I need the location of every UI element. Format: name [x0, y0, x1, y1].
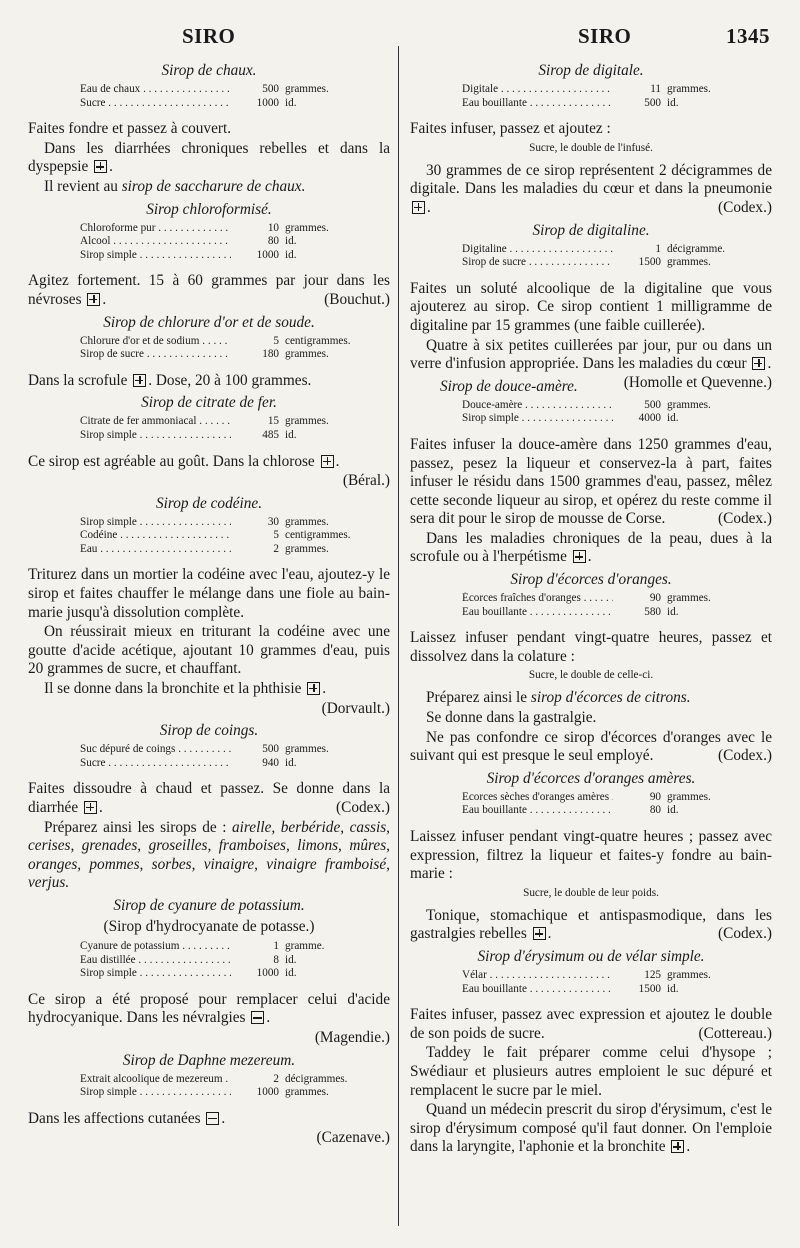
ingredient-list — [80, 516, 365, 557]
paragraph-text: 30 grammes de ce sirop représentent 2 décigrammes de digitale. Dans les maladies du cœur et dans la pneumonie — [410, 161, 772, 198]
plus-in-box-icon — [533, 927, 546, 940]
paragraph: Laissez infuser pendant vingt-quatre heures ; passez avec expression, filtrez la liqueur et faites-y fondre au bain-marie : — [410, 828, 772, 883]
ingredient-unit: grammes. — [667, 256, 711, 269]
ingredient-row — [462, 83, 747, 97]
source-citation: (Dorvault.) — [321, 699, 390, 717]
ingredient-row — [80, 222, 365, 236]
ingredient-name: Sirop de sucre . . . — [80, 348, 231, 362]
plus-in-box-icon — [412, 201, 425, 214]
ingredient-name: Douce-amère . . . — [462, 399, 613, 413]
ingredient-unit: centigrammes. — [285, 334, 351, 347]
page-number: 1345 — [726, 24, 770, 48]
ingredient-row — [80, 235, 365, 249]
ingredient-list — [80, 743, 365, 770]
entry-title: Sirop de Daphne mezereum. — [122, 1051, 296, 1069]
entry-title: Sirop d'érysimum ou de vélar simple. — [477, 947, 705, 965]
ingredient-quantity: 1500 — [638, 256, 661, 269]
ingredient-quantity: 90 — [649, 592, 661, 605]
paragraph: Triturez dans un mortier la codéine avec l'eau, ajoutez-y le sirop et faites chauffer le mélange dans une fiole au bain-marie jusqu'à dissolution complète. — [28, 566, 390, 621]
ingredient-list — [80, 222, 365, 263]
paragraph: Dans les diarrhées chroniques rebelles et dans la dyspepsie . — [28, 139, 390, 176]
ingredient-quantity: 125 — [644, 968, 661, 981]
ingredient-name: Sirop de sucre . . . — [462, 256, 613, 270]
cross-reference: sirop d'écorces de citrons. — [530, 689, 691, 707]
ingredient-quantity: 10 — [267, 221, 279, 234]
ingredient-name: Chloroforme pur . . . — [80, 222, 231, 236]
ingredient-name: Eau bouillante . . . — [462, 983, 613, 997]
ingredient-name: Eau bouillante . . . — [462, 606, 613, 620]
paragraph-text: Ce sirop est agréable au goût. Dans la chlorose — [28, 452, 315, 470]
ingredient-quantity: 2 — [273, 542, 279, 555]
entry-subtitle: (Sirop d'hydrocyanate de potasse.) — [103, 917, 315, 935]
paragraph: Laissez infuser pendant vingt-quatre heures, passez et dissolvez dans la colature : — [410, 629, 772, 665]
ingredient-unit: grammes. — [285, 542, 329, 555]
paragraph-text: Dans les maladies chroniques de la peau, dues à la scrofule ou à l'herpétisme — [410, 529, 772, 566]
ingredient-row — [80, 249, 365, 263]
paragraph: Ce sirop est agréable au goût. Dans la chlorose . — [28, 452, 340, 470]
ingredient-unit: id. — [285, 96, 297, 109]
plus-in-box-icon — [671, 1140, 684, 1153]
ingredient-quantity: 80 — [649, 804, 661, 817]
plus-in-box-icon — [133, 374, 146, 387]
ingredient-row — [462, 399, 747, 413]
source-citation: (Codex.) — [718, 510, 772, 528]
ingredient-name: Suc dépuré de coings . . . — [80, 743, 231, 757]
paragraph-text: Il revient au — [44, 177, 122, 195]
ingredient-unit: id. — [285, 967, 297, 980]
ingredient-name: Écorces fraîches d'oranges . . . — [462, 592, 613, 606]
ingredient-row — [80, 335, 365, 349]
ingredient-quantity: 1000 — [256, 967, 279, 980]
ingredient-name: Ecorces sèches d'oranges amères . . . — [462, 791, 613, 805]
ingredient-row — [80, 743, 365, 757]
ingredient-unit: centigrammes. — [285, 529, 351, 542]
source-citation: (Cottereau.) — [698, 1024, 772, 1042]
paragraph: Quatre à six petites cuillerées par jour, pur ou dans un verre d'infusion appropriée. Dans les maladies du cœur . (Homolle et Quevenne.) — [410, 336, 772, 391]
ingredient-list — [80, 1073, 365, 1100]
ingredient-name: Sirop simple . . . — [80, 516, 231, 530]
plus-in-box-icon — [87, 293, 100, 306]
entry-title: Sirop chloroformisé. — [146, 200, 272, 218]
paragraph: 30 grammes de ce sirop représentent 2 décigrammes de digitale. Dans les maladies du cœur et dans la pneumonie . (Codex.) — [410, 161, 772, 216]
recipe-note: Sucre, le double de celle-ci. — [528, 669, 654, 682]
ingredient-unit: id. — [285, 428, 297, 441]
entry-title: Sirop de citrate de fer. — [141, 394, 277, 412]
ingredient-name: Eau bouillante . . . — [462, 804, 613, 818]
ingredient-quantity: 1000 — [256, 1086, 279, 1099]
paragraph: Faites fondre et passez à couvert. — [28, 120, 232, 138]
paragraph: Quand un médecin prescrit du sirop d'érysimum, c'est le sirop d'érysimum composé qu'il faut donner. On l'emploie dans la laryngite, l'aphonie et la bronchite . — [410, 1101, 772, 1156]
source-citation: (Cazenave.) — [316, 1129, 390, 1147]
ingredient-quantity: 1 — [273, 939, 279, 952]
paragraph: Dans les maladies chroniques de la peau, dues à la scrofule ou à l'herpétisme . — [410, 529, 772, 566]
ingredient-row — [80, 967, 365, 981]
source-citation: (Bouchut.) — [324, 290, 390, 308]
paragraph — [28, 372, 390, 391]
ingredient-list — [80, 335, 365, 362]
paragraph-text: Dans les diarrhées chroniques rebelles et dans la dyspepsie — [28, 139, 390, 176]
ingredient-name: Eau . . . — [80, 543, 231, 557]
paragraph: Ce sirop a été proposé pour remplacer celui d'acide hydrocyanique. Dans les névralgies . — [28, 990, 390, 1027]
paragraph-text: Préparez ainsi les sirops de : — [44, 818, 233, 836]
paragraph-text: Préparez ainsi le — [426, 689, 531, 707]
ingredient-quantity: 1500 — [638, 982, 661, 995]
ingredient-unit: grammes. — [285, 83, 329, 95]
minus-in-box-icon — [206, 1112, 219, 1125]
ingredient-list — [462, 399, 747, 426]
ingredient-row — [462, 804, 747, 818]
ingredient-quantity: 90 — [649, 790, 661, 803]
source-citation: (Homolle et Quevenne.) — [623, 373, 772, 391]
paragraph — [410, 689, 772, 708]
ingredient-row — [80, 954, 365, 968]
ingredient-quantity: 11 — [650, 83, 661, 95]
paragraph-text: Quand un médecin prescrit du sirop d'érysimum, c'est le sirop d'érysimum composé qu'il faut donner. On l'emploie dans la laryngite, l'aphonie et la bronchite — [410, 1101, 772, 1156]
ingredient-name: Eau bouillante . . . — [462, 97, 613, 111]
right-column — [410, 58, 772, 1157]
ingredient-row — [80, 348, 365, 362]
ingredient-row — [80, 543, 365, 557]
paragraph-text: . Dose, 20 à 100 grammes. — [148, 371, 312, 389]
recipe-note: Sucre, le double de leur poids. — [523, 886, 659, 899]
ingredient-unit: grammes. — [285, 1086, 329, 1099]
minus-in-box-icon — [251, 1011, 264, 1024]
ingredient-name: Citrate de fer ammoniacal . . . — [80, 415, 231, 429]
ingredient-name: Sirop simple . . . — [80, 429, 231, 443]
ingredient-quantity: 5 — [273, 529, 279, 542]
plus-in-box-icon — [84, 801, 97, 814]
paragraph: Faites un soluté alcoolique de la digitaline que vous ajouterez au sirop. Ce sirop contient 1 milligramme de digitaline par 15 grammes (une faible cuillerée). — [410, 279, 772, 334]
entry-title: Sirop de digitaline. — [532, 221, 650, 239]
ingredient-row — [80, 83, 365, 97]
ingredient-unit: id. — [667, 605, 679, 618]
ingredient-unit: grammes. — [667, 592, 711, 605]
ingredient-unit: id. — [285, 248, 297, 261]
ingredient-name: Sirop simple . . . — [80, 967, 231, 981]
plus-in-box-icon — [321, 455, 334, 468]
left-column — [28, 58, 390, 1148]
ingredient-row — [462, 983, 747, 997]
paragraph: Il se donne dans la bronchite et la phthisie . — [44, 680, 327, 698]
ingredient-row — [462, 412, 747, 426]
paragraph-text: Dans les affections cutanées — [28, 1109, 201, 1127]
ingredient-quantity: 180 — [262, 348, 279, 361]
ingredient-unit: grammes. — [285, 348, 329, 361]
ingredient-unit: décigramme. — [667, 242, 726, 255]
ingredient-row — [462, 243, 747, 257]
paragraph: Agitez fortement. 15 à 60 grammes par jour dans les névroses . (Bouchut.) — [28, 272, 390, 308]
ingredient-quantity: 485 — [262, 428, 279, 441]
ingredient-unit: id. — [667, 412, 679, 425]
recipe-note: Sucre, le double de l'infusé. — [529, 141, 653, 154]
ingredient-quantity: 4000 — [638, 412, 661, 425]
source-citation: (Codex.) — [718, 198, 772, 216]
plus-in-box-icon — [752, 357, 765, 370]
ingredient-row — [462, 256, 747, 270]
paragraph — [410, 1006, 772, 1043]
paragraph-text: Faites dissoudre à chaud et passez. Se donne dans la diarrhée — [28, 780, 390, 816]
ingredient-list — [462, 592, 747, 619]
ingredient-name: Extrait alcoolique de mezereum . . . — [80, 1073, 231, 1087]
ingredient-name: Eau de chaux . . . — [80, 83, 231, 97]
ingredient-unit: grammes. — [667, 398, 711, 411]
entry-title: Sirop de codéine. — [155, 494, 263, 512]
ingredient-unit: id. — [667, 982, 679, 995]
ingredient-list — [462, 791, 747, 818]
entry-title: Sirop de coings. — [159, 722, 259, 740]
ingredient-name: Sirop simple . . . — [80, 249, 231, 263]
paragraph: On réussirait mieux en triturant la codéine avec une goutte d'acide acétique, ajoutant 10 grammes d'eau, puis 20 grammes de sucre, et chauffant. — [28, 623, 390, 678]
ingredient-list — [462, 83, 747, 110]
ingredient-name: Digitaline . . . — [462, 243, 613, 257]
plus-in-box-icon — [94, 160, 107, 173]
entry-title: Sirop de douce-amère. — [439, 377, 578, 395]
ingredient-unit: id. — [285, 756, 297, 769]
paragraph-text: Ce sirop a été proposé pour remplacer celui d'acide hydrocyanique. Dans les névralgies — [28, 990, 390, 1027]
ingredient-name: Sirop simple . . . — [80, 1086, 231, 1100]
ingredient-unit: grammes. — [285, 743, 329, 756]
ingredient-row — [462, 97, 747, 111]
ingredient-quantity: 5 — [273, 334, 279, 347]
source-citation: (Codex.) — [336, 799, 390, 816]
entry-title: Sirop de chlorure d'or et de soude. — [103, 313, 315, 331]
ingredient-unit: id. — [285, 953, 297, 966]
entry-title: Sirop d'écorces d'oranges amères. — [486, 769, 696, 787]
ingredient-unit: grammes. — [285, 221, 329, 234]
ingredient-row — [80, 415, 365, 429]
ingredient-quantity: 8 — [273, 953, 279, 966]
ingredient-quantity: 500 — [644, 398, 661, 411]
running-head-right: SIRO — [578, 24, 632, 48]
paragraph-text: Il se donne dans la bronchite et la phthisie — [44, 680, 302, 698]
paragraph: Tonique, stomachique et antispasmodique, dans les gastralgies rebelles . (Codex.) — [410, 906, 772, 943]
paragraph-text: Dans la scrofule — [28, 371, 128, 389]
paragraph: Taddey le fait préparer comme celui d'hysope ; Swédiaur et plusieurs autres emploient le suc dépuré et remplacent le sucre par le miel. — [410, 1044, 772, 1099]
running-head-left: SIRO — [182, 24, 236, 48]
ingredient-quantity: 940 — [262, 756, 279, 769]
entry-title: Sirop de digitale. — [538, 62, 644, 79]
paragraph-text: Faites infuser la douce-amère dans 1250 grammes d'eau, passez, pesez la liqueur et conservez-la à part, faites infuser le résidu dans 1500 grammes d'eau, passez, mêlez cette seconde liqueur au sirop, et opérez du reste comme il sera dit pour le sirop de mousse de Corse. — [410, 435, 772, 528]
ingredient-row — [462, 592, 747, 606]
paragraph-text: Faites infuser, passez avec expression et ajoutez le double de son poids de sucre. — [410, 1006, 772, 1042]
ingredient-list — [462, 969, 747, 996]
plus-in-box-icon — [307, 682, 320, 695]
ingredient-name: Codéine . . . — [80, 529, 231, 543]
ingredient-unit: décigrammes. — [285, 1072, 348, 1085]
ingredient-row — [80, 1073, 365, 1087]
entry-title: Sirop d'écorces d'oranges. — [510, 571, 672, 589]
ingredient-name: Sucre . . . — [80, 757, 231, 771]
paragraph — [28, 178, 390, 197]
paragraph: Se donne dans la gastralgie. — [426, 709, 597, 727]
ingredient-unit: grammes. — [285, 515, 329, 528]
paragraph: Faites dissoudre à chaud et passez. Se donne dans la diarrhée . (Codex.) — [28, 780, 390, 816]
paragraph-text: Ne pas confondre ce sirop d'écorces d'oranges avec le suivant qui est presque le seul employé. — [410, 728, 772, 765]
paragraph — [410, 436, 772, 529]
ingredient-name: Chlorure d'or et de sodium . . . — [80, 335, 231, 349]
ingredient-list — [80, 415, 365, 442]
ingredient-quantity: 500 — [644, 96, 661, 109]
ingredient-quantity: 500 — [262, 83, 279, 95]
ingredient-name: Sucre . . . — [80, 97, 231, 111]
ingredient-unit: id. — [667, 804, 679, 817]
ingredient-quantity: 500 — [262, 743, 279, 756]
ingredient-quantity: 30 — [267, 515, 279, 528]
source-citation: (Codex.) — [718, 747, 772, 765]
ingredient-unit: grammes. — [667, 83, 711, 95]
ingredient-unit: id. — [667, 96, 679, 109]
paragraph-text: Quatre à six petites cuillerées par jour, pur ou dans un verre d'infusion appropriée. Dans les maladies du cœur — [410, 336, 772, 373]
ingredient-name: Vélar . . . — [462, 969, 613, 983]
ingredient-row — [462, 969, 747, 983]
plus-in-box-icon — [573, 550, 586, 563]
entry-title: Sirop de chaux. — [161, 62, 257, 79]
source-citation: (Magendie.) — [314, 1028, 390, 1046]
ingredient-unit: grammes. — [285, 415, 329, 428]
ingredient-row — [80, 757, 365, 771]
ingredient-quantity: 80 — [267, 235, 279, 248]
paragraph-text: Agitez fortement. 15 à 60 grammes par jour dans les névroses — [28, 272, 390, 308]
ingredient-row — [80, 97, 365, 111]
ingredient-unit: grammes. — [667, 790, 711, 803]
ingredient-row — [80, 940, 365, 954]
ingredient-quantity: 1 — [655, 242, 661, 255]
ingredient-row — [80, 1086, 365, 1100]
ingredient-list — [462, 243, 747, 270]
ingredient-unit: id. — [285, 235, 297, 248]
ingredient-row — [80, 429, 365, 443]
ingredient-name: Cyanure de potassium . . . — [80, 940, 231, 954]
ingredient-row — [462, 606, 747, 620]
paragraph — [28, 819, 390, 893]
entry-title: Sirop de cyanure de potassium. — [113, 896, 305, 914]
ingredient-row — [462, 791, 747, 805]
paragraph: Dans les affections cutanées . — [28, 1109, 226, 1127]
ingredient-quantity: 2 — [273, 1072, 279, 1085]
ingredient-row — [80, 529, 365, 543]
ingredient-unit: gramme. — [285, 939, 325, 952]
ingredient-row — [80, 516, 365, 530]
ingredient-unit: grammes. — [667, 968, 711, 981]
ingredient-quantity: 580 — [644, 605, 661, 618]
ingredient-name: Alcool . . . — [80, 235, 231, 249]
column-divider — [398, 46, 399, 1226]
paragraph-text: Tonique, stomachique et antispasmodique, dans les gastralgies rebelles — [410, 906, 772, 943]
ingredient-name: Digitale . . . — [462, 83, 613, 97]
fruit-list: airelle, berbéride, cassis, cerises, grenades, groseilles, framboises, limons, mûres, oranges, pommes, sorbes, vinaigre, vinaigre framboisé, verjus. — [28, 818, 390, 892]
ingredient-name: Sirop simple . . . — [462, 412, 613, 426]
source-citation: (Béral.) — [342, 472, 390, 490]
ingredient-quantity: 1000 — [256, 96, 279, 109]
paragraph: Faites infuser, passez et ajoutez : — [410, 120, 611, 138]
paragraph — [410, 729, 772, 766]
ingredient-quantity: 1000 — [256, 248, 279, 261]
cross-reference: sirop de saccharure de chaux. — [121, 177, 306, 195]
source-citation: (Codex.) — [718, 925, 772, 943]
ingredient-quantity: 15 — [267, 415, 279, 428]
ingredient-name: Eau distillée . . . — [80, 954, 231, 968]
ingredient-list — [80, 940, 365, 981]
ingredient-list — [80, 83, 365, 110]
